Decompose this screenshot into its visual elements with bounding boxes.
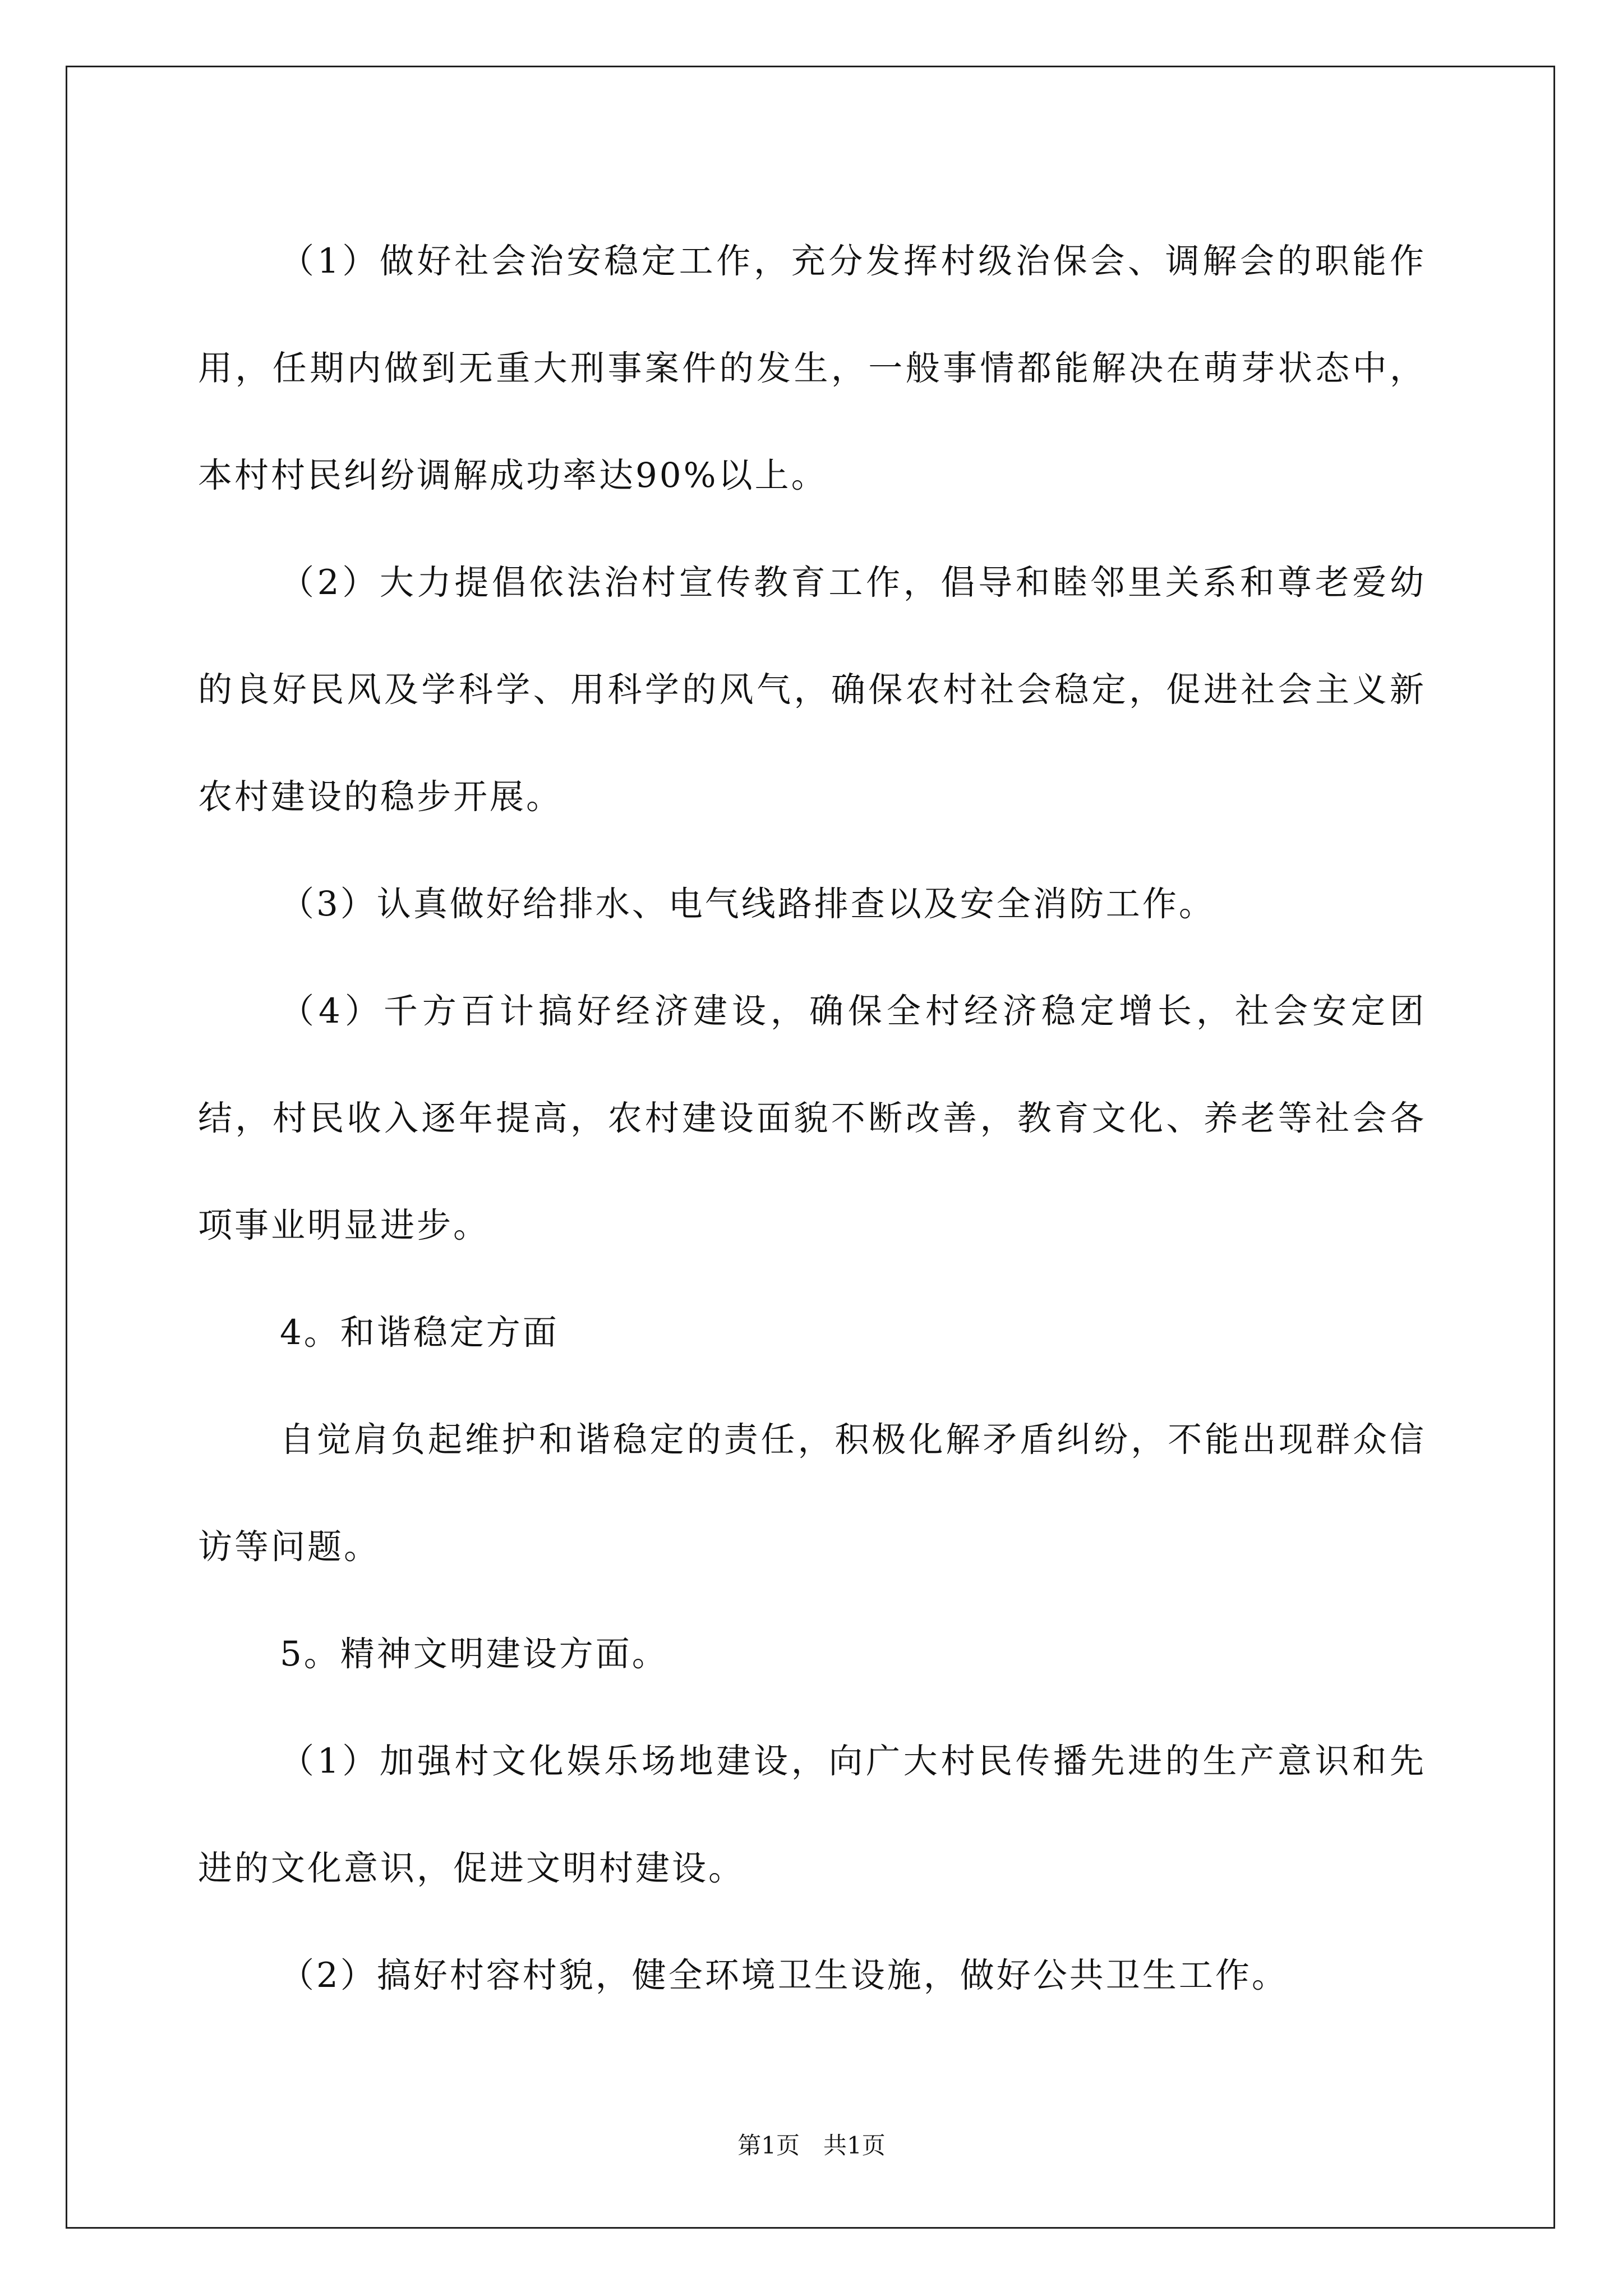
paragraph-4: （4）千方百计搞好经济建设，确保全村经济稳定增长，社会安定团结，村民收入逐年提高，农村建设面貌不断改善，教育文化、养老等社会各项事业明显进步。 [198,991,1426,1245]
paragraph-8: （1）加强村文化娱乐场地建设，向广大村民传播先进的生产意识和先进的文化意识，促进文明村建设。 [198,1741,1426,1888]
section-heading-5: 5。精神文明建设方面。 [280,1634,668,1674]
paragraph-2: （2）大力提倡依法治村宣传教育工作，倡导和睦邻里关系和尊老爱幼的良好民风及学科学、用科学的风气，确保农村社会稳定，促进社会主义新农村建设的稳步开展。 [198,563,1426,817]
page-footer: 第1页 共1页 [737,2132,886,2159]
section-heading-4: 4。和谐稳定方面 [280,1313,559,1352]
paragraph-9: （2）搞好村容村貌，健全环境卫生设施，做好公共卫生工作。 [280,1955,1288,1995]
paragraph-1: （1）做好社会治安稳定工作，充分发挥村级治保会、调解会的职能作用，任期内做到无重大刑事案件的发生，一般事情都能解决在萌芽状态中，本村村民纠纷调解成功率达90%以上。 [198,241,1426,495]
paragraph-3: （3）认真做好给排水、电气线路排查以及安全消防工作。 [280,884,1215,924]
paragraph-6: 自觉肩负起维护和谐稳定的责任，积极化解矛盾纠纷，不能出现群众信访等问题。 [198,1420,1426,1567]
document-body [198,208,1426,2029]
